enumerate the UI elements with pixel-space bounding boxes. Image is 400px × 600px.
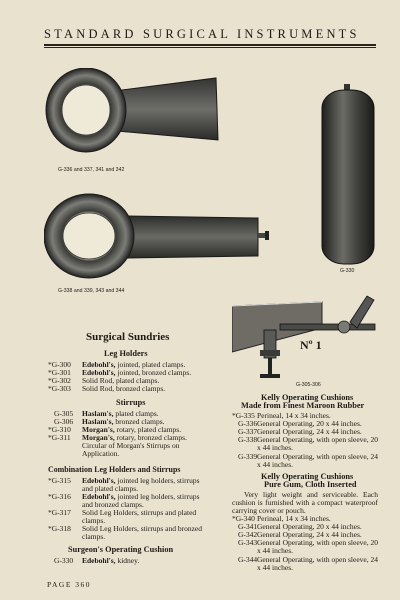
heading-surgeons-cushion: Surgeon's Operating Cushion [68, 545, 174, 554]
figure-caption-2: G-338 and 339, 343 and 344 [58, 288, 125, 294]
heading-kelly-1-line1: Kelly Operating Cushions [261, 393, 354, 402]
page-number: PAGE 360 [47, 580, 92, 589]
heading-stirrups: Stirrups [116, 398, 146, 407]
roll-cushion-illustration [318, 84, 378, 268]
list-item: *G-317 Solid Leg Holders, stirrups and plated clamps. [48, 508, 197, 525]
cushion-illustration-2 [44, 186, 276, 288]
list-item: G-343 General Operating, with open sleeve, 20 x 44 inches. [238, 538, 378, 555]
catalog-page: STANDARD SURGICAL INSTRUMENTS G-336 and 337, 341 and 342 G-338 and 339, 343 and 344 G-330 Nº 1 G-305-306 Surgical Sundries Leg Holders *G-300 Edebohl's, jointed, plated clamps. *G-301 Edebohl's, jointed, bronzed clamps. *G-302 Solid Rod, plated clamps. *G-303 Solid Rod, bronzed clamps. Stirrups G-305 Haslam's, plated clamps. G-306 Haslam's, bronzed clamps. *G-310 Morgan's, rotary, plated clamps. *G-311 Morgan's, rotary, bronzed clamps. Circular of Morgan's Stirrups on Application. Combination Leg Holders and Stirrups *G-315 Edebohl's, jointed leg holders, stirrups and plated clamps. *G-316 Edebohl's, jointed leg holders, stirrups and bronzed clamps. *G-317 Solid Leg Holders, stirrups and plated clamps. *G-318 Solid Leg Holders, stirrups and bronzed clamps. Surgeon's Operating Cushion G-330 Edebohl's, kidney. Kelly Operating Cushions Made from Finest Maroon Rubber *G-335 Perineal, 14 x 34 inches. G-336 General Operating, 20 x 44 inches. G-337 General Operating, 24 x 44 inches. G-338 General Operating, with open sleeve, 20 x 44 inches. G-339 General Operating, with open sleeve, 24 x 44 inches. Kelly Operating Cushions Pure Gum, Cloth Inserted Very light weight and serviceable. Each cushion is furnished with a compact waterproof carrying cover or pouch. *G-340 Perineal, 14 x 34 inches. G-341 General Operating, 20 x 44 inches. G-342 General Operating, 24 x 44 inches. G-343 General Operating, with open sleeve, 20 x 44 inches. G-344 General Operating, with open sleeve, 24 x 44 inches. PAGE 360 [44, 27, 378, 589]
heading-combination: Combination Leg Holders and Stirrups [48, 465, 181, 474]
list-item: *G-318 Solid Leg Holders, stirrups and bronzed clamps. [48, 524, 202, 541]
kelly-2-intro: Very light weight and serviceable. Each cushion is furnished with a compact waterproof carrying cover or pouch. [232, 490, 378, 515]
list-item: G-344 General Operating, with open sleeve, 24 x 44 inches. [238, 555, 378, 572]
list-item: G-339 General Operating, with open sleeve, 24 x 44 inches. [238, 452, 378, 469]
list-item: *G-315 Edebohl's, jointed leg holders, stirrups and plated clamps. [48, 476, 200, 493]
page-header-title: STANDARD SURGICAL INSTRUMENTS [44, 27, 360, 41]
figure-caption-4: G-305-306 [296, 382, 321, 388]
cushion-illustration-1 [44, 68, 264, 168]
heading-leg-holders: Leg Holders [104, 349, 148, 358]
stirrups-note: Circular of Morgan's Stirrups on Application. [82, 441, 180, 458]
heading-kelly-2-line1: Kelly Operating Cushions [261, 472, 354, 481]
clamp-number-label: Nº 1 [300, 338, 322, 352]
header-rule [44, 44, 376, 46]
header-rule-thin [44, 47, 376, 48]
section-title-surgical-sundries: Surgical Sundries [86, 331, 170, 343]
list-item: G-338 General Operating, with open sleeve, 20 x 44 inches. [238, 435, 378, 452]
figure-caption-1: G-336 and 337, 341 and 342 [58, 167, 125, 173]
heading-kelly-1-line2: Made from Finest Maroon Rubber [241, 401, 365, 410]
list-item: *G-316 Edebohl's, jointed leg holders, stirrups and bronzed clamps. [48, 492, 200, 509]
stirrup-clamp-illustration [232, 292, 378, 382]
heading-kelly-2-line2: Pure Gum, Cloth Inserted [264, 480, 357, 489]
figure-caption-3: G-330 [340, 268, 355, 274]
